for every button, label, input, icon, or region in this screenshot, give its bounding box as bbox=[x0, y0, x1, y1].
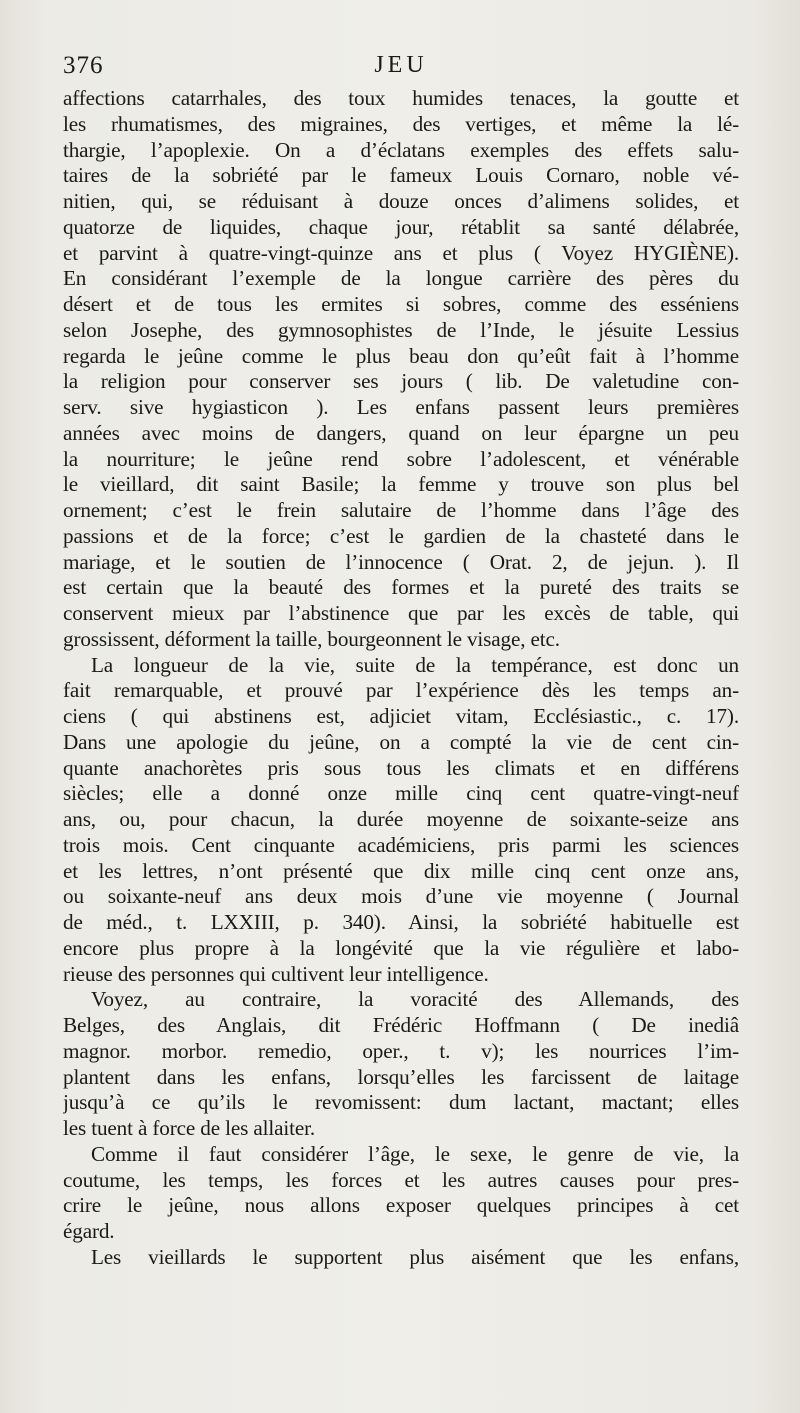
text-line: crire le jeûne, nous allons exposer quelques principes à cet bbox=[63, 1193, 739, 1218]
text-line: années avec moins de dangers, quand on leur épargne un peu bbox=[63, 420, 739, 445]
text-line: quatorze de liquides, chaque jour, rétablit sa santé délabrée, bbox=[63, 214, 739, 239]
text-line: magnor. morbor. remedio, oper., t. v); les nourrices l’im- bbox=[63, 1038, 739, 1063]
text-line: ans, ou, pour chacun, la durée moyenne de soixante-seize ans bbox=[63, 807, 739, 831]
text-line: les rhumatismes, des migraines, des vertiges, et même la lé- bbox=[63, 111, 739, 136]
text-line: le vieillard, dit saint Basile; la femme y trouve son plus bel bbox=[63, 472, 739, 497]
text-line: conservent mieux par l’abstinence que par les excès de table, qui bbox=[63, 601, 739, 625]
text-line: taires de la sobriété par le fameux Louis Cornaro, noble vé- bbox=[63, 163, 739, 188]
text-line: ciens ( qui abstinens est, adjiciet vitam, Ecclésiastic., c. 17). bbox=[63, 704, 739, 728]
text-line: et parvint à quatre-vingt-quinze ans et plus ( Voyez HYGIÈNE). bbox=[63, 240, 739, 265]
text-line: Les vieillards le supportent plus aisément que les enfans, bbox=[91, 1244, 739, 1269]
text-line: En considérant l’exemple de la longue carrière des pères du bbox=[63, 266, 739, 291]
text-line: plantent dans les enfans, lorsqu’elles les farcissent de laitage bbox=[63, 1064, 739, 1089]
text-line: égard. bbox=[63, 1219, 115, 1243]
text-line: mariage, et le soutien de l’innocence ( Orat. 2, de jejun. ). Il bbox=[63, 549, 739, 574]
text-line: est certain que la beauté des formes et la pureté des traits se bbox=[63, 575, 739, 600]
page-number: 376 bbox=[63, 52, 104, 79]
text-line: siècles; elle a donné onze mille cinq cent quatre-vingt-neuf bbox=[63, 781, 739, 806]
text-line: quante anachorètes pris sous tous les climats et en différens bbox=[63, 755, 739, 780]
text-line: La longueur de la vie, suite de la tempérance, est donc un bbox=[91, 652, 739, 677]
text-line: de méd., t. LXXIII, p. 340). Ainsi, la sobriété habituelle est bbox=[63, 910, 739, 934]
text-line: ou soixante-neuf ans deux mois d’une vie moyenne ( Journal bbox=[63, 884, 739, 909]
text-line: coutume, les temps, les forces et les autres causes pour pres- bbox=[63, 1167, 739, 1192]
text-line: ornement; c’est le frein salutaire de l’homme dans l’âge des bbox=[63, 498, 739, 522]
text-line: nitien, qui, se réduisant à douze onces d’alimens solides, et bbox=[63, 189, 739, 213]
text-line: la nourriture; le jeûne rend sobre l’adolescent, et vénérable bbox=[63, 446, 739, 471]
text-line: Comme il faut considérer l’âge, le sexe, le genre de vie, la bbox=[91, 1141, 739, 1166]
text-line: thargie, l’apoplexie. On a d’éclatans exemples des effets salu- bbox=[63, 137, 739, 162]
text-line: regarda le jeûne comme le plus beau don qu’eût fait à l’homme bbox=[63, 343, 739, 368]
page-header bbox=[63, 52, 739, 86]
text-line: jusqu’à ce qu’ils le revomissent: dum lactant, mactant; elles bbox=[63, 1090, 739, 1115]
text-line: trois mois. Cent cinquante académiciens, pris parmi les sciences bbox=[63, 832, 739, 857]
text-line: Belges, des Anglais, dit Frédéric Hoffmann ( De inediâ bbox=[63, 1013, 739, 1037]
text-line: la religion pour conserver ses jours ( lib. De valetudine con- bbox=[63, 369, 739, 394]
text-line: selon Josephe, des gymnosophistes de l’Inde, le jésuite Lessius bbox=[63, 317, 739, 342]
text-line: Dans une apologie du jeûne, on a compté la vie de cent cin- bbox=[63, 729, 739, 754]
text-line: fait remarquable, et prouvé par l’expérience dès les temps an- bbox=[63, 678, 739, 703]
text-line: encore plus propre à la longévité que la vie régulière et labo- bbox=[63, 935, 739, 960]
text-line: les tuent à force de les allaiter. bbox=[63, 1116, 315, 1140]
text-line: désert et de tous les ermites si sobres, comme des esséniens bbox=[63, 292, 739, 316]
text-line: affections catarrhales, des toux humides tenaces, la goutte et bbox=[63, 86, 739, 110]
running-head: JEU bbox=[374, 52, 428, 78]
text-line: Voyez, au contraire, la voracité des Allemands, des bbox=[91, 987, 739, 1012]
text-line: grossissent, déforment la taille, bourgeonnent le visage, etc. bbox=[63, 626, 560, 651]
text-line: et les lettres, n’ont présenté que dix mille cinq cent onze ans, bbox=[63, 858, 739, 883]
body-text bbox=[63, 86, 739, 1271]
text-line: serv. sive hygiasticon ). Les enfans passent leurs premières bbox=[63, 395, 739, 419]
text-line: passions et de la force; c’est le gardien de la chasteté dans le bbox=[63, 523, 739, 548]
text-line: rieuse des personnes qui cultivent leur intelligence. bbox=[63, 961, 489, 986]
